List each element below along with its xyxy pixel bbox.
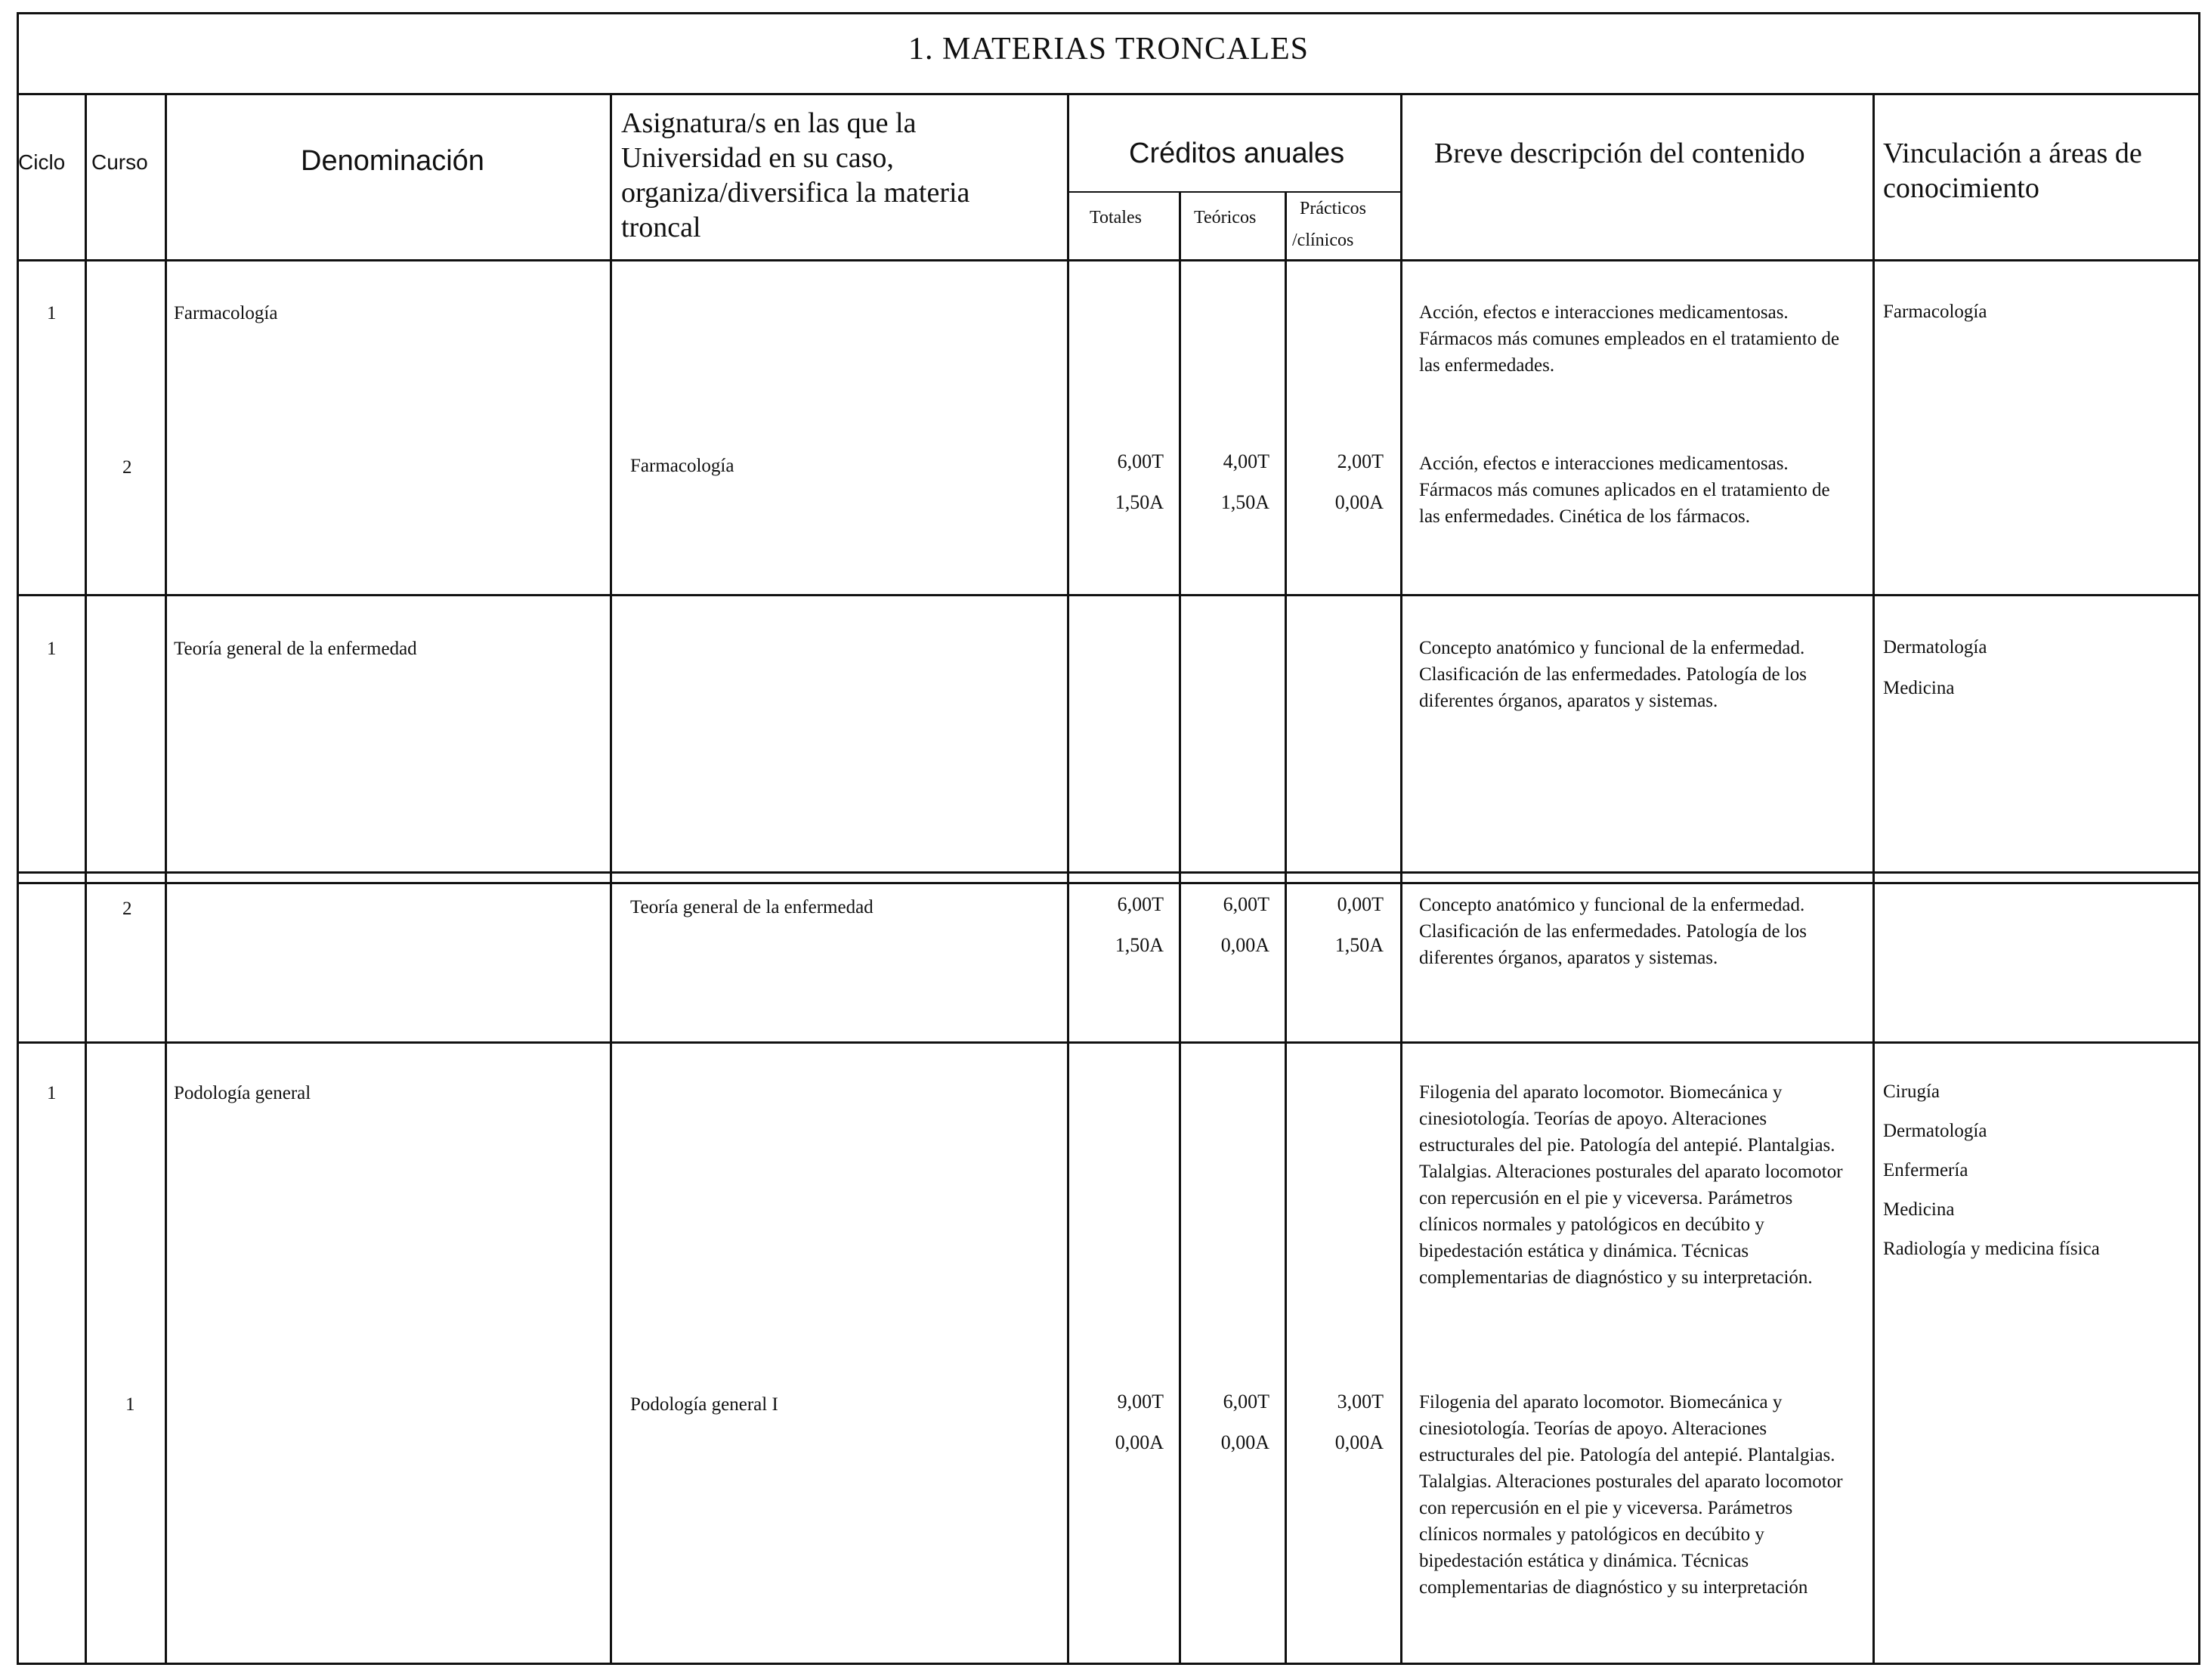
r1b-practicos-t: 2,00T [1337, 450, 1384, 472]
r2b-practicos-t: 0,00T [1337, 893, 1384, 915]
header-curso: Curso [91, 150, 148, 174]
r1b-totales-t: 6,00T [1117, 450, 1164, 472]
r3-descripcion: Filogenia del aparato locomotor. Biomecánica y cinesiotología. Teorías de apoyo. Alteraciones estructurales del pie. Patología del antepié. Plantalgias. Talalgias. Alteraciones posturales del aparato locomotor con repercusión en el pie y viceversa. Parámetros clínicos normales y patológicos en decúbito y bipedestación estática y dinámica. Técnicas complementarias de diagnóstico y su interpretación. [1419, 1082, 1843, 1288]
r3b-practicos-a: 0,00A [1334, 1431, 1384, 1453]
header-teoricos: Teóricos [1194, 208, 1257, 227]
header-denominacion: Denominación [301, 145, 484, 177]
r2-ciclo: 1 [47, 639, 57, 659]
r3-area-4: Medicina [1883, 1199, 1955, 1220]
r3-denominacion: Podología general [174, 1083, 311, 1103]
r2b-descripcion: Concepto anatómico y funcional de la enfermedad. Clasificación de las enfermedades. Patología de los diferentes órganos, aparatos y sistemas. [1419, 895, 1807, 968]
r2b-teoricos-t: 6,00T [1223, 893, 1269, 915]
r3b-teoricos-t: 6,00T [1223, 1391, 1269, 1412]
r1-denominacion: Farmacología [174, 303, 278, 323]
r2-area-2: Medicina [1883, 678, 1955, 698]
col-line-descripcion [1872, 93, 1875, 1665]
r3b-totales-t: 9,00T [1117, 1391, 1164, 1412]
header-totales: Totales [1090, 208, 1142, 227]
r3b-asignatura: Podología general I [630, 1394, 778, 1415]
header-asignatura-l1: Asignatura/s en las que la [621, 107, 917, 139]
col-line-teoricos [1285, 191, 1287, 1665]
r1-area-1: Farmacología [1883, 302, 1987, 322]
header-descripcion: Breve descripción del contenido [1434, 138, 1805, 169]
creditos-subdivider [1067, 191, 1401, 193]
r2b-teoricos-a: 0,00A [1220, 934, 1269, 956]
r1b-practicos-a: 0,00A [1334, 491, 1384, 513]
col-line-curso [165, 93, 167, 1665]
r2-descripcion: Concepto anatómico y funcional de la enfermedad. Clasificación de las enfermedades. Patología de los diferentes órganos, aparatos y sistemas. [1419, 638, 1807, 711]
header-asignatura-l2: Universidad en su caso, [621, 142, 894, 174]
r3-area-3: Enfermería [1883, 1160, 1968, 1180]
r1b-curso: 2 [122, 457, 132, 478]
header-vinculacion-l2: conocimiento [1883, 172, 2039, 204]
r3-area-5: Radiología y medicina física [1883, 1239, 2100, 1259]
r2b-totales-t: 6,00T [1117, 893, 1164, 915]
r3-area-2: Dermatología [1883, 1121, 1987, 1141]
r2b-curso: 2 [122, 899, 132, 919]
header-vinculacion-l1: Vinculación a áreas de [1883, 138, 2142, 169]
header-practicos-l1: Prácticos [1300, 199, 1366, 218]
header-asignatura-l3: organiza/diversifica la materia [621, 177, 970, 209]
col-line-denominacion [610, 93, 612, 1665]
col-line-practicos [1400, 93, 1402, 1665]
header-creditos: Créditos anuales [1129, 138, 1345, 169]
col-line-ciclo [85, 93, 87, 1665]
col-line-totales [1179, 191, 1181, 1665]
r2-denominacion: Teoría general de la enfermedad [174, 639, 417, 659]
r1b-teoricos-a: 1,50A [1220, 491, 1269, 513]
r2-area-1: Dermatología [1883, 637, 1987, 657]
r3b-totales-a: 0,00A [1115, 1431, 1164, 1453]
r1b-totales-a: 1,50A [1115, 491, 1164, 513]
r3b-practicos-t: 3,00T [1337, 1391, 1384, 1412]
col-line-asignatura [1067, 93, 1069, 1665]
r3-ciclo: 1 [47, 1083, 57, 1103]
header-practicos-l2: /clínicos [1292, 230, 1354, 250]
r3b-curso: 1 [125, 1394, 135, 1415]
header-asignatura-l4: troncal [621, 212, 701, 243]
r2b-totales-a: 1,50A [1115, 934, 1164, 956]
r1b-descripcion: Acción, efectos e interacciones medicamentosas. Fármacos más comunes aplicados en el tratamiento de las enfermedades. Cinética de los fármacos. [1419, 453, 1830, 527]
r3b-descripcion: Filogenia del aparato locomotor. Biomecánica y cinesiotología. Teorías de apoyo. Alteraciones estructurales del pie. Patología del antepié. Plantalgias. Talalgias. Alteraciones posturales del aparato locomotor con repercusión en el pie y viceversa. Parámetros clínicos normales y patológicos en decúbito y bipedestación estática y dinámica. Técnicas complementarias de diagnóstico y su interpretación [1419, 1392, 1843, 1598]
title-box [17, 12, 2200, 95]
r2b-practicos-a: 1,50A [1334, 934, 1384, 956]
r3-area-1: Cirugía [1883, 1081, 1940, 1102]
r1-ciclo: 1 [47, 303, 57, 323]
r1b-asignatura: Farmacología [630, 456, 734, 476]
header-ciclo: Ciclo [18, 150, 66, 174]
r1-descripcion: Acción, efectos e interacciones medicamentosas. Fármacos más comunes empleados en el tratamiento de las enfermedades. [1419, 302, 1840, 376]
r2b-asignatura: Teoría general de la enfermedad [630, 897, 874, 917]
page-title: 1. MATERIAS TRONCALES [908, 32, 1310, 67]
r3b-teoricos-a: 0,00A [1220, 1431, 1269, 1453]
r1b-teoricos-t: 4,00T [1223, 450, 1269, 472]
